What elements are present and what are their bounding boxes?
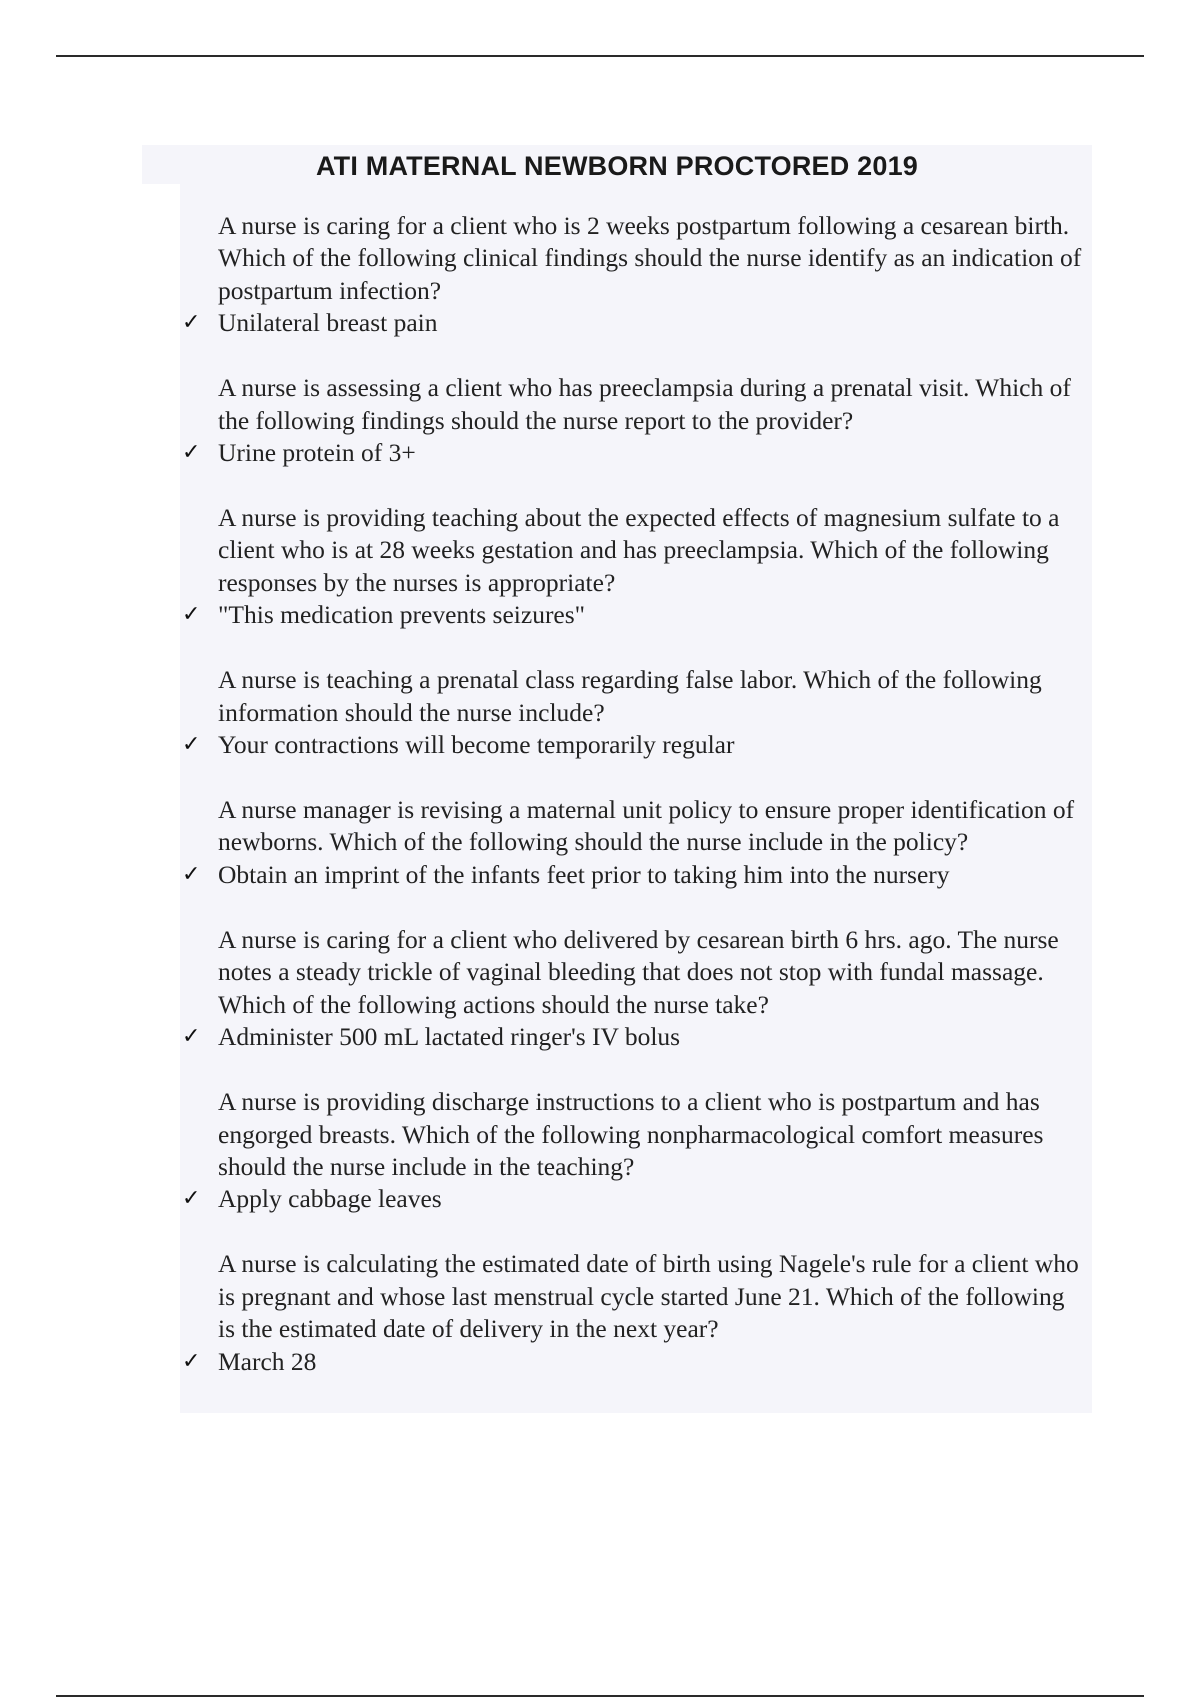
- answer-row: [180, 1183, 1092, 1216]
- answer-row: [180, 859, 1092, 892]
- checkmark-icon: ✓: [182, 440, 201, 466]
- panel-margin: [142, 184, 180, 1413]
- checkmark-icon: ✓: [182, 732, 201, 758]
- answer-row: [180, 599, 1092, 632]
- question-text: A nurse is assessing a client who has preeclampsia during a prenatal visit. Which of the following findings should the nurse report to the provider?: [218, 373, 1071, 435]
- question-text: A nurse manager is revising a maternal unit policy to ensure proper identification of newborns. Which of the following should the nurse include in the policy?: [218, 795, 1075, 857]
- question-text: A nurse is caring for a client who delivered by cesarean birth 6 hrs. ago. The nurse notes a steady trickle of vaginal bleeding that does not stop with fundal massage. Which of the following actions should the nurse take?: [218, 924, 1059, 1019]
- answer-text: Apply cabbage leaves: [218, 1184, 442, 1214]
- answer-text: March 28: [218, 1346, 317, 1376]
- answer-text: Your contractions will become temporarily regular: [218, 730, 735, 760]
- checkmark-icon: ✓: [182, 1348, 201, 1374]
- answer-text: Unilateral breast pain: [218, 308, 438, 338]
- question-item: [180, 1248, 1092, 1378]
- question-list: [180, 210, 1092, 1411]
- answer-text: Urine protein of 3+: [218, 438, 416, 468]
- question-item: [180, 924, 1092, 1054]
- answer-row: [180, 437, 1092, 470]
- answer-row: [180, 729, 1092, 762]
- footer-rule: [56, 1695, 1144, 1697]
- question-text: A nurse is calculating the estimated date of birth using Nagele's rule for a client who is pregnant and whose last menstrual cycle started June 21. Which of the following is the estimated date of delivery in the next year?: [218, 1249, 1079, 1344]
- checkmark-icon: ✓: [182, 602, 201, 628]
- answer-row: [180, 307, 1092, 340]
- answer-text: Administer 500 mL lactated ringer's IV bolus: [218, 1022, 681, 1052]
- answer-text: "This medication prevents seizures": [218, 600, 586, 630]
- question-item: [180, 210, 1092, 340]
- checkmark-icon: ✓: [182, 1024, 201, 1050]
- question-text: A nurse is providing discharge instructions to a client who is postpartum and has engorged breasts. Which of the following nonpharmacological comfort measures should the nurse include in the teaching?: [218, 1087, 1044, 1181]
- question-item: [180, 794, 1092, 892]
- header-rule: [56, 55, 1144, 57]
- question-item: [180, 664, 1092, 762]
- question-text: A nurse is teaching a prenatal class regarding false labor. Which of the following information should the nurse include?: [218, 665, 1042, 727]
- question-item: [180, 502, 1092, 632]
- answer-row: [180, 1021, 1092, 1054]
- checkmark-icon: ✓: [182, 310, 201, 336]
- question-item: [180, 1086, 1092, 1216]
- checkmark-icon: ✓: [182, 1186, 201, 1212]
- checkmark-icon: ✓: [182, 861, 201, 887]
- question-text: A nurse is caring for a client who is 2 weeks postpartum following a cesarean birth. Which of the following clinical findings should the nurse identify as an indication of postpartum infection?: [218, 211, 1082, 305]
- answer-text: Obtain an imprint of the infants feet prior to taking him into the nursery: [218, 859, 950, 889]
- document-title: ATI MATERNAL NEWBORN PROCTORED 2019: [315, 151, 919, 181]
- answer-row: [180, 1346, 1092, 1379]
- question-text: A nurse is providing teaching about the expected effects of magnesium sulfate to a client who is at 28 weeks gestation and has preeclampsia. Which of the following responses by the nurses is appropriate?: [218, 503, 1060, 597]
- question-item: [180, 372, 1092, 470]
